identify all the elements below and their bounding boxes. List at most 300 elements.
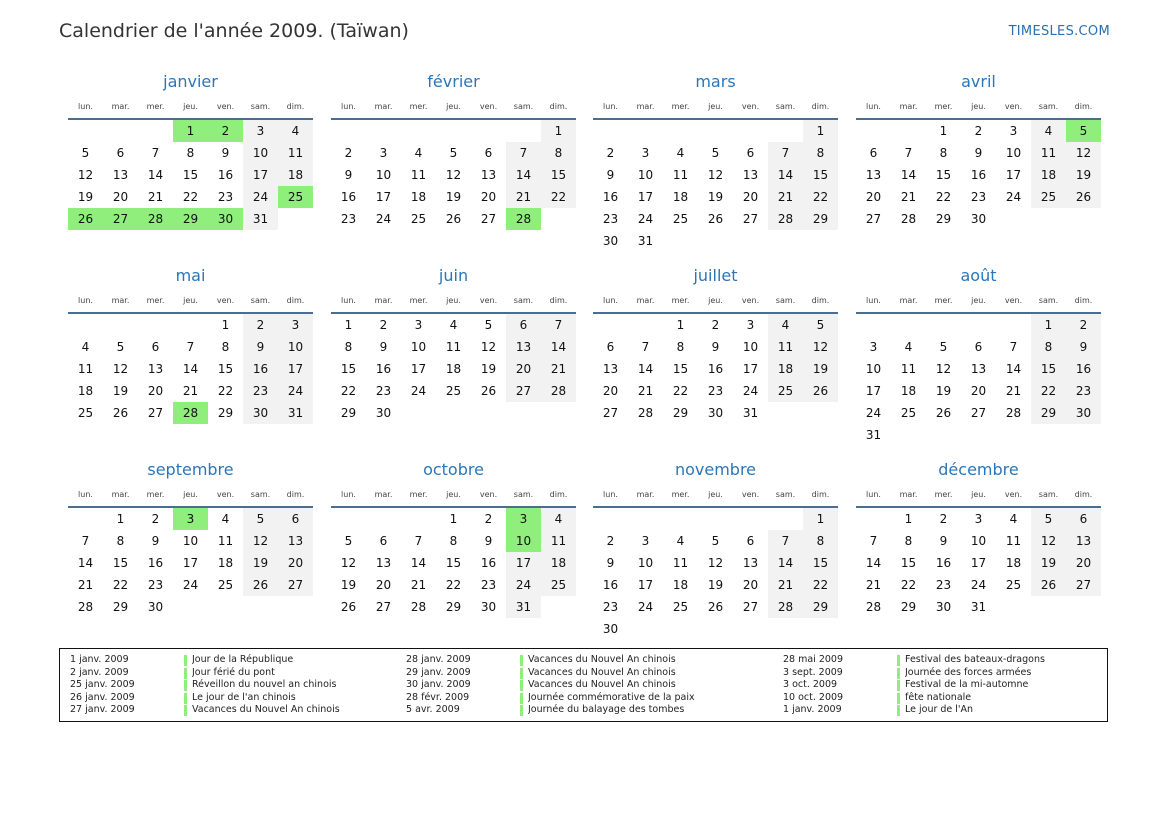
- day-cell: 22: [935, 190, 952, 204]
- empty-cell: [663, 508, 698, 530]
- day-cell: 21: [182, 384, 199, 398]
- legend-date: 28 mai 2009: [783, 654, 844, 665]
- day-cell: 14: [77, 556, 94, 570]
- legend-date: 3 oct. 2009: [783, 679, 838, 690]
- day-cell: 4: [81, 340, 90, 354]
- day-cell: 29: [935, 212, 952, 226]
- day-cell: 7: [869, 534, 878, 548]
- weekday-label: ven.: [1004, 102, 1023, 111]
- day-cell: 4: [676, 146, 685, 160]
- weekday-label: mer.: [671, 102, 690, 111]
- day-cell: 2: [711, 318, 720, 332]
- weekday-label: ven.: [1004, 490, 1023, 499]
- empty-cell: [926, 314, 961, 336]
- day-cell: 18: [410, 190, 427, 204]
- holiday-day-cell: 2: [208, 120, 243, 142]
- day-cell: 10: [970, 534, 987, 548]
- holiday-marker: [897, 705, 900, 716]
- holiday-marker: [520, 680, 523, 691]
- holiday-marker: [897, 693, 900, 704]
- day-grid: [593, 120, 838, 252]
- day-cell: 15: [217, 362, 234, 376]
- day-cell: 28: [541, 380, 576, 402]
- day-cell: 15: [340, 362, 357, 376]
- day-cell: 22: [803, 186, 838, 208]
- day-cell: 17: [637, 578, 654, 592]
- day-cell: 2: [606, 534, 615, 548]
- day-cell: 7: [186, 340, 195, 354]
- day-cell: 12: [243, 530, 278, 552]
- legend-date: 1 janv. 2009: [70, 654, 129, 665]
- day-cell: 4: [278, 120, 313, 142]
- day-cell: 31: [970, 600, 987, 614]
- day-cell: 1: [116, 512, 125, 526]
- empty-cell: [768, 508, 803, 530]
- day-cell: 14: [182, 362, 199, 376]
- day-cell: 30: [375, 406, 392, 420]
- day-cell: 10: [243, 142, 278, 164]
- day-cell: 22: [217, 384, 234, 398]
- empty-cell: [856, 314, 891, 336]
- day-cell: 27: [742, 212, 759, 226]
- empty-cell: [68, 314, 103, 336]
- day-cell: 20: [865, 190, 882, 204]
- day-cell: 14: [1005, 362, 1022, 376]
- day-cell: 25: [768, 380, 803, 402]
- weekday-label: lun.: [78, 102, 93, 111]
- day-cell: 11: [672, 168, 689, 182]
- day-cell: 29: [803, 596, 838, 618]
- month-name: août: [960, 266, 997, 285]
- holiday-marker: [520, 693, 523, 704]
- legend-row: [773, 704, 1095, 717]
- day-cell: 16: [243, 358, 278, 380]
- day-cell: 6: [1066, 508, 1101, 530]
- weekday-label: lun.: [866, 296, 881, 305]
- empty-cell: [471, 120, 506, 142]
- day-cell: 25: [217, 578, 234, 592]
- weekday-label: dim.: [549, 102, 568, 111]
- day-cell: 25: [410, 212, 427, 226]
- weekday-header: [331, 101, 576, 113]
- day-cell: 31: [742, 406, 759, 420]
- legend-row: [396, 679, 718, 692]
- day-cell: 24: [742, 384, 759, 398]
- day-cell: 6: [606, 340, 615, 354]
- day-cell: 22: [445, 578, 462, 592]
- day-grid: [856, 120, 1101, 230]
- day-cell: 25: [1005, 578, 1022, 592]
- page-title: Calendrier de l'année 2009. (Taïwan): [59, 20, 409, 42]
- day-cell: 16: [935, 556, 952, 570]
- day-cell: 22: [900, 578, 917, 592]
- month-name: octobre: [423, 460, 484, 479]
- day-cell: 17: [742, 362, 759, 376]
- day-cell: 21: [541, 358, 576, 380]
- day-cell: 15: [112, 556, 129, 570]
- day-cell: 27: [506, 380, 541, 402]
- day-cell: 20: [112, 190, 129, 204]
- day-cell: 18: [217, 556, 234, 570]
- weekday-label: mer.: [146, 490, 165, 499]
- day-cell: 20: [970, 384, 987, 398]
- day-cell: 25: [900, 406, 917, 420]
- day-cell: 20: [742, 190, 759, 204]
- legend-date: 2 janv. 2009: [70, 666, 129, 678]
- day-cell: 27: [1066, 574, 1101, 596]
- weekday-label: jeu.: [708, 102, 723, 111]
- day-cell: 21: [77, 578, 94, 592]
- day-cell: 30: [480, 600, 497, 614]
- weekday-label: sam.: [1038, 102, 1059, 111]
- day-cell: 14: [147, 168, 164, 182]
- empty-cell: [593, 508, 628, 530]
- day-cell: 24: [506, 574, 541, 596]
- day-cell: 5: [116, 340, 125, 354]
- day-cell: 27: [865, 212, 882, 226]
- weekday-label: mar.: [899, 490, 918, 499]
- weekday-label: dim.: [811, 102, 830, 111]
- day-cell: 15: [803, 552, 838, 574]
- day-cell: 5: [243, 508, 278, 530]
- day-cell: 18: [77, 384, 94, 398]
- weekday-label: ven.: [216, 296, 235, 305]
- day-cell: 14: [506, 164, 541, 186]
- empty-cell: [401, 120, 436, 142]
- day-cell: 17: [243, 164, 278, 186]
- empty-cell: [856, 508, 891, 530]
- day-cell: 13: [970, 362, 987, 376]
- empty-cell: [401, 508, 436, 530]
- holiday-day-cell: 28: [138, 208, 173, 230]
- day-cell: 14: [541, 336, 576, 358]
- day-cell: 11: [77, 362, 94, 376]
- day-cell: 28: [77, 600, 94, 614]
- day-cell: 19: [77, 190, 94, 204]
- legend-date: 27 janv. 2009: [70, 704, 135, 715]
- day-cell: 24: [243, 186, 278, 208]
- day-cell: 8: [1031, 336, 1066, 358]
- weekday-header: [331, 295, 576, 307]
- day-cell: 31: [243, 208, 278, 230]
- day-cell: 25: [672, 600, 689, 614]
- day-cell: 17: [375, 190, 392, 204]
- legend-date: 30 janv. 2009: [406, 679, 471, 690]
- day-cell: 4: [541, 508, 576, 530]
- day-cell: 21: [900, 190, 917, 204]
- day-cell: 10: [410, 340, 427, 354]
- day-cell: 8: [186, 146, 195, 160]
- day-cell: 27: [278, 574, 313, 596]
- day-cell: 12: [935, 362, 952, 376]
- day-cell: 13: [742, 168, 759, 182]
- day-cell: 22: [672, 384, 689, 398]
- day-cell: 1: [344, 318, 353, 332]
- day-cell: 29: [900, 600, 917, 614]
- weekday-label: dim.: [286, 296, 305, 305]
- day-cell: 11: [217, 534, 234, 548]
- weekday-label: lun.: [341, 102, 356, 111]
- month-name: septembre: [147, 460, 234, 479]
- day-cell: 4: [1031, 120, 1066, 142]
- day-cell: 2: [484, 512, 493, 526]
- day-cell: 22: [1031, 380, 1066, 402]
- weekday-label: dim.: [1074, 296, 1093, 305]
- day-cell: 23: [375, 384, 392, 398]
- day-cell: 18: [1031, 164, 1066, 186]
- legend-holiday-name: Journée des forces armées: [905, 666, 1032, 678]
- day-cell: 20: [742, 578, 759, 592]
- day-cell: 26: [243, 574, 278, 596]
- day-cell: 16: [602, 190, 619, 204]
- weekday-label: jeu.: [446, 296, 461, 305]
- day-cell: 25: [445, 384, 462, 398]
- weekday-label: sam.: [513, 102, 534, 111]
- weekday-header: [593, 101, 838, 113]
- day-cell: 28: [410, 600, 427, 614]
- day-cell: 3: [974, 512, 983, 526]
- day-cell: 9: [151, 534, 160, 548]
- day-cell: 6: [746, 146, 755, 160]
- day-cell: 16: [217, 168, 234, 182]
- day-cell: 3: [641, 146, 650, 160]
- weekday-label: dim.: [286, 102, 305, 111]
- holiday-day-cell: 29: [173, 208, 208, 230]
- legend-holiday-name: Festival des bateaux-dragons: [905, 654, 1045, 665]
- day-cell: 26: [445, 212, 462, 226]
- legend-row: [60, 667, 382, 680]
- weekday-label: ven.: [479, 490, 498, 499]
- day-cell: 24: [410, 384, 427, 398]
- day-cell: 12: [707, 168, 724, 182]
- weekday-label: mar.: [636, 490, 655, 499]
- day-cell: 13: [112, 168, 129, 182]
- month-9: [331, 460, 576, 618]
- legend-row: [773, 654, 1095, 667]
- day-cell: 19: [340, 578, 357, 592]
- weekday-label: dim.: [811, 490, 830, 499]
- day-cell: 29: [672, 406, 689, 420]
- day-cell: 6: [974, 340, 983, 354]
- weekday-label: jeu.: [183, 102, 198, 111]
- month-3: [856, 72, 1101, 230]
- day-cell: 19: [707, 190, 724, 204]
- legend-row: [60, 692, 382, 705]
- legend-row: [396, 704, 718, 717]
- weekday-label: dim.: [549, 490, 568, 499]
- day-cell: 30: [147, 600, 164, 614]
- day-cell: 21: [768, 186, 803, 208]
- weekday-label: ven.: [479, 102, 498, 111]
- day-cell: 12: [340, 556, 357, 570]
- weekday-label: lun.: [341, 490, 356, 499]
- holiday-day-cell: 30: [208, 208, 243, 230]
- day-cell: 8: [116, 534, 125, 548]
- month-7: [856, 266, 1101, 446]
- day-cell: 29: [217, 406, 234, 420]
- day-cell: 26: [707, 212, 724, 226]
- weekday-header: [856, 295, 1101, 307]
- day-cell: 2: [344, 146, 353, 160]
- day-cell: 30: [935, 600, 952, 614]
- day-cell: 26: [707, 600, 724, 614]
- day-cell: 7: [768, 530, 803, 552]
- weekday-label: ven.: [1004, 296, 1023, 305]
- day-cell: 27: [147, 406, 164, 420]
- weekday-label: mar.: [636, 296, 655, 305]
- day-cell: 18: [672, 578, 689, 592]
- legend-holiday-name: Réveillon du nouvel an chinois: [192, 679, 337, 690]
- weekday-label: mer.: [146, 102, 165, 111]
- holiday-day-cell: 3: [506, 508, 541, 530]
- day-cell: 8: [221, 340, 230, 354]
- weekday-label: jeu.: [446, 490, 461, 499]
- day-cell: 16: [147, 556, 164, 570]
- day-cell: 5: [484, 318, 493, 332]
- day-grid: [68, 314, 313, 424]
- holiday-marker: [184, 680, 187, 691]
- day-cell: 28: [637, 406, 654, 420]
- day-cell: 16: [602, 578, 619, 592]
- day-cell: 23: [707, 384, 724, 398]
- day-cell: 23: [1066, 380, 1101, 402]
- day-cell: 11: [541, 530, 576, 552]
- empty-cell: [593, 120, 628, 142]
- day-cell: 17: [182, 556, 199, 570]
- legend-holiday-name: fête nationale: [905, 691, 972, 703]
- weekday-label: mar.: [111, 490, 130, 499]
- day-cell: 13: [506, 336, 541, 358]
- holiday-day-cell: 3: [173, 508, 208, 530]
- day-cell: 23: [970, 190, 987, 204]
- day-cell: 17: [410, 362, 427, 376]
- day-cell: 6: [484, 146, 493, 160]
- legend-column: [773, 654, 1095, 717]
- day-cell: 1: [803, 120, 838, 142]
- day-cell: 17: [506, 552, 541, 574]
- legend-row: [773, 667, 1095, 680]
- day-cell: 24: [970, 578, 987, 592]
- weekday-label: mar.: [111, 102, 130, 111]
- day-cell: 1: [676, 318, 685, 332]
- weekday-label: mer.: [934, 102, 953, 111]
- day-cell: 19: [480, 362, 497, 376]
- weekday-header: [68, 295, 313, 307]
- weekday-label: ven.: [741, 296, 760, 305]
- weekday-label: lun.: [78, 490, 93, 499]
- holiday-marker: [184, 655, 187, 666]
- legend-holiday-name: Jour de la République: [192, 654, 294, 665]
- day-cell: 5: [711, 146, 720, 160]
- day-cell: 15: [182, 168, 199, 182]
- day-grid: [68, 120, 313, 230]
- weekday-label: ven.: [741, 102, 760, 111]
- day-cell: 16: [1066, 358, 1101, 380]
- day-cell: 27: [480, 212, 497, 226]
- day-grid: [331, 508, 576, 618]
- month-2: [593, 72, 838, 252]
- day-cell: 20: [147, 384, 164, 398]
- weekday-label: dim.: [1074, 490, 1093, 499]
- day-cell: 12: [803, 336, 838, 358]
- day-cell: 19: [112, 384, 129, 398]
- day-cell: 30: [602, 234, 619, 248]
- day-cell: 2: [606, 146, 615, 160]
- day-cell: 11: [672, 556, 689, 570]
- day-cell: 29: [340, 406, 357, 420]
- empty-cell: [891, 314, 926, 336]
- day-cell: 23: [480, 578, 497, 592]
- empty-cell: [366, 508, 401, 530]
- day-grid: [593, 314, 838, 424]
- day-cell: 11: [278, 142, 313, 164]
- weekday-label: dim.: [549, 296, 568, 305]
- brand-link[interactable]: TIMESLES.COM: [1008, 24, 1110, 39]
- day-cell: 5: [939, 340, 948, 354]
- empty-cell: [593, 314, 628, 336]
- day-cell: 20: [375, 578, 392, 592]
- empty-cell: [331, 508, 366, 530]
- weekday-label: dim.: [1074, 102, 1093, 111]
- day-grid: [331, 314, 576, 424]
- day-cell: 4: [414, 146, 423, 160]
- day-cell: 7: [541, 314, 576, 336]
- empty-cell: [138, 120, 173, 142]
- day-cell: 15: [935, 168, 952, 182]
- month-6: [593, 266, 838, 424]
- day-cell: 21: [637, 384, 654, 398]
- day-cell: 29: [112, 600, 129, 614]
- weekday-label: mar.: [374, 102, 393, 111]
- day-cell: 21: [768, 574, 803, 596]
- empty-cell: [68, 508, 103, 530]
- day-cell: 16: [970, 168, 987, 182]
- day-cell: 19: [803, 358, 838, 380]
- legend-holiday-name: Vacances du Nouvel An chinois: [528, 666, 676, 678]
- day-cell: 15: [900, 556, 917, 570]
- day-cell: 26: [935, 406, 952, 420]
- day-cell: 25: [672, 212, 689, 226]
- legend-holiday-name: Journée du balayage des tombes: [528, 704, 685, 715]
- day-cell: 1: [1031, 314, 1066, 336]
- month-8: [68, 460, 313, 618]
- day-cell: 19: [243, 552, 278, 574]
- day-grid: [331, 120, 576, 230]
- day-grid: [856, 508, 1101, 618]
- day-cell: 6: [278, 508, 313, 530]
- day-cell: 27: [602, 406, 619, 420]
- weekday-label: sam.: [775, 296, 796, 305]
- day-cell: 2: [151, 512, 160, 526]
- weekday-label: lun.: [78, 296, 93, 305]
- weekday-label: sam.: [775, 490, 796, 499]
- day-cell: 24: [182, 578, 199, 592]
- day-cell: 9: [606, 556, 615, 570]
- holiday-marker: [184, 668, 187, 679]
- empty-cell: [138, 314, 173, 336]
- legend-date: 1 janv. 2009: [783, 704, 842, 715]
- day-cell: 7: [506, 142, 541, 164]
- day-cell: 9: [243, 336, 278, 358]
- day-cell: 28: [865, 600, 882, 614]
- day-cell: 25: [77, 406, 94, 420]
- day-cell: 8: [803, 530, 838, 552]
- day-cell: 28: [900, 212, 917, 226]
- day-cell: 19: [935, 384, 952, 398]
- day-cell: 27: [742, 600, 759, 614]
- day-cell: 16: [375, 362, 392, 376]
- weekday-label: mar.: [374, 296, 393, 305]
